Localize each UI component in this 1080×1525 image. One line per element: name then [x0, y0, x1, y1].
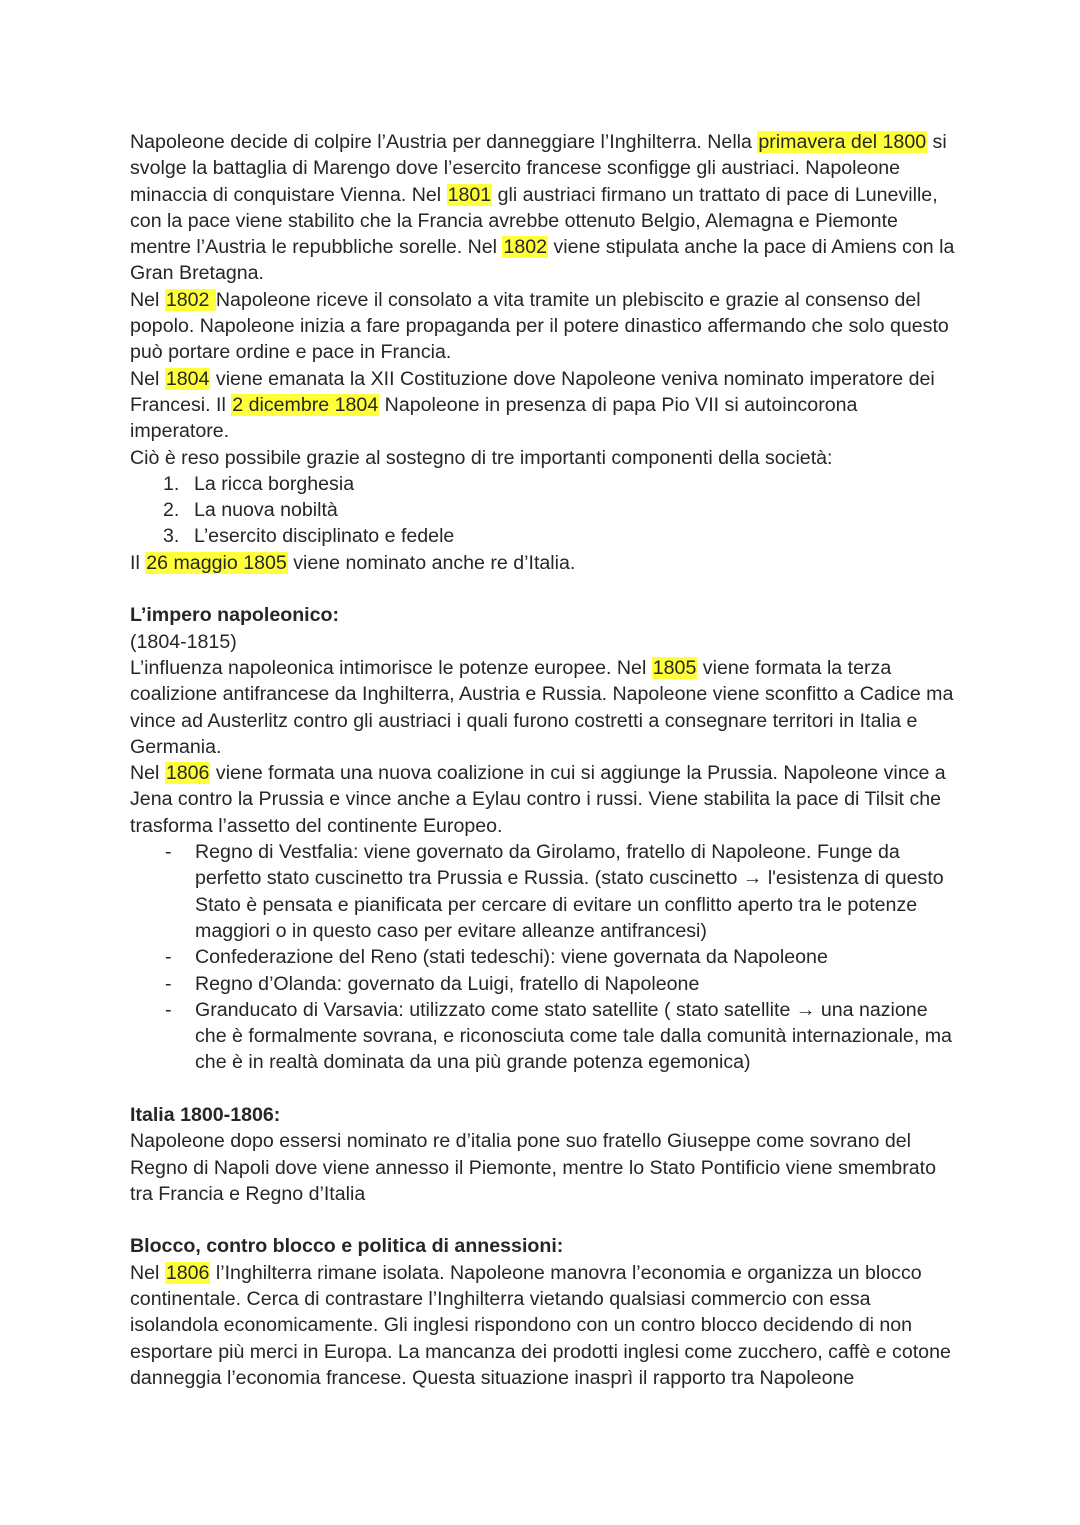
- paragraph-marengo: Napoleone decide di colpire l’Austria per danneggiare l’Inghilterra. Nella primavera del 1800 si svolge la battaglia di Marengo dove l’esercito francese sconfigge gli austriaci. Napoleone minaccia di conquistare Vienna. Nel 1801 gli austriaci firmano un trattato di pace di Luneville, con la pace viene stabilito che la Francia avrebbe ottenuto Belgio, Alemagna e Piemonte mentre l’Austria le repubbliche sorelle. Nel 1802 viene stipulata anche la pace di Amiens con la Gran Bretagna.: [130, 131, 955, 285]
- list-item: 2. La nuova nobiltà: [163, 499, 338, 522]
- highlight-1801: 1801: [447, 183, 492, 206]
- paragraph-nuova-coalizione: Nel 1806 viene formata una nuova coalizione in cui si aggiunge la Prussia. Napoleone vince a Jena contro la Prussia e vince anche a Eylau contro i russi. Viene stabilita la pace di Tilsit che trasforma l’assetto del continente Europeo.: [130, 762, 946, 837]
- spacer: [130, 576, 960, 602]
- list-item: - Confederazione del Reno (stati tedeschi): viene governata da Napoleone: [165, 946, 828, 969]
- section-heading-italia: Italia 1800-1806:: [130, 1103, 281, 1126]
- section-years: (1804-1815): [130, 630, 237, 653]
- highlight-primavera-1800: primavera del 1800: [758, 131, 927, 153]
- list-item: 1. La ricca borghesia: [163, 472, 355, 495]
- numbered-list: [130, 471, 960, 550]
- paragraph-consolato: Nel 1802 Napoleone riceve il consolato a vita tramite un plebiscito e grazie al consenso del popolo. Napoleone inizia a fare propaganda per il potere dinastico affermando che solo questo può portare ordine e pace in Francia.: [130, 288, 949, 364]
- highlight-1804: 1804: [165, 367, 210, 390]
- highlight-1805: 1805: [652, 656, 697, 679]
- list-item: - Regno d’Olanda: governato da Luigi, fratello di Napoleone: [165, 972, 700, 995]
- list-item: - Granducato di Varsavia: utilizzato come stato satellite ( stato satellite → una nazione che è formalmente sovrana, e riconosciuta come tale dalla comunità internazionale, ma che è in realtà dominata da una più grande potenza egemonica): [165, 998, 952, 1074]
- dash-list: [130, 839, 960, 1076]
- list-item: 3. L’esercito disciplinato e fedele: [163, 525, 455, 548]
- paragraph-terza-coalizione: L’influenza napoleonica intimorisce le potenze europee. Nel 1805 viene formata la terza coalizione antifrancese da Inghilterra, Austria e Russia. Napoleone viene sconfitto a Cadice ma vince ad Austerlitz contro gli austriaci i quali furono costretti a consegnare territori in Italia e Germania.: [130, 656, 954, 758]
- highlight-1806-b: 1806: [165, 1261, 210, 1284]
- paragraph-italia: Napoleone dopo essersi nominato re d’italia pone suo fratello Giuseppe come sovrano del Regno di Napoli dove viene annesso il Piemonte, mentre lo Stato Pontificio viene smembrato tra Francia e Regno d’Italia: [130, 1130, 936, 1205]
- highlight-1806: 1806: [165, 762, 210, 785]
- list-item: - Regno di Vestfalia: viene governato da Girolamo, fratello di Napoleone. Funge da perfetto stato cuscinetto tra Prussia e Russia. (stato cuscinetto → l'esistenza di questo Stato è pensata e pianificata per cercare di evitare un conflitto aperto tra le potenze maggiori o in questo caso per evitare alleanze antifrancesi): [165, 841, 944, 942]
- paragraph-costituzione: Nel 1804 viene emanata la XII Costituzione dove Napoleone veniva nominato imperatore dei Francesi. Il 2 dicembre 1804 Napoleone in presenza di papa Pio VII si autoincorona imperatore.: [130, 367, 935, 443]
- paragraph-sostegno: Ciò è reso possibile grazie al sostegno di tre importanti componenti della società:: [130, 446, 833, 469]
- highlight-1802: 1802: [503, 236, 548, 259]
- spacer: [130, 1076, 960, 1102]
- section-heading-blocco: Blocco, contro blocco e politica di annessioni:: [130, 1235, 564, 1258]
- highlight-1802-b: 1802: [165, 288, 215, 311]
- highlight-2-dicembre-1804: 2 dicembre 1804: [232, 393, 379, 416]
- paragraph-re-italia: Il 26 maggio 1805 viene nominato anche re d’Italia.: [130, 551, 576, 574]
- spacer: [130, 1207, 960, 1233]
- document-page: [130, 129, 960, 1391]
- highlight-26-maggio-1805: 26 maggio 1805: [146, 551, 287, 574]
- section-heading-impero: L’impero napoleonico:: [130, 604, 340, 627]
- paragraph-blocco: Nel 1806 l’Inghilterra rimane isolata. Napoleone manovra l’economia e organizza un blocco continentale. Cerca di contrastare l’Inghilterra vietando qualsiasi commercio con essa isolandola economicamente. Gli inglesi rispondono con un contro blocco decidendo di non esportare più merci in Europa. La mancanza dei prodotti inglesi come zucchero, caffè e cotone danneggia l’economia francese. Questa situazione inasprì il rapporto tra Napoleone: [130, 1261, 951, 1389]
